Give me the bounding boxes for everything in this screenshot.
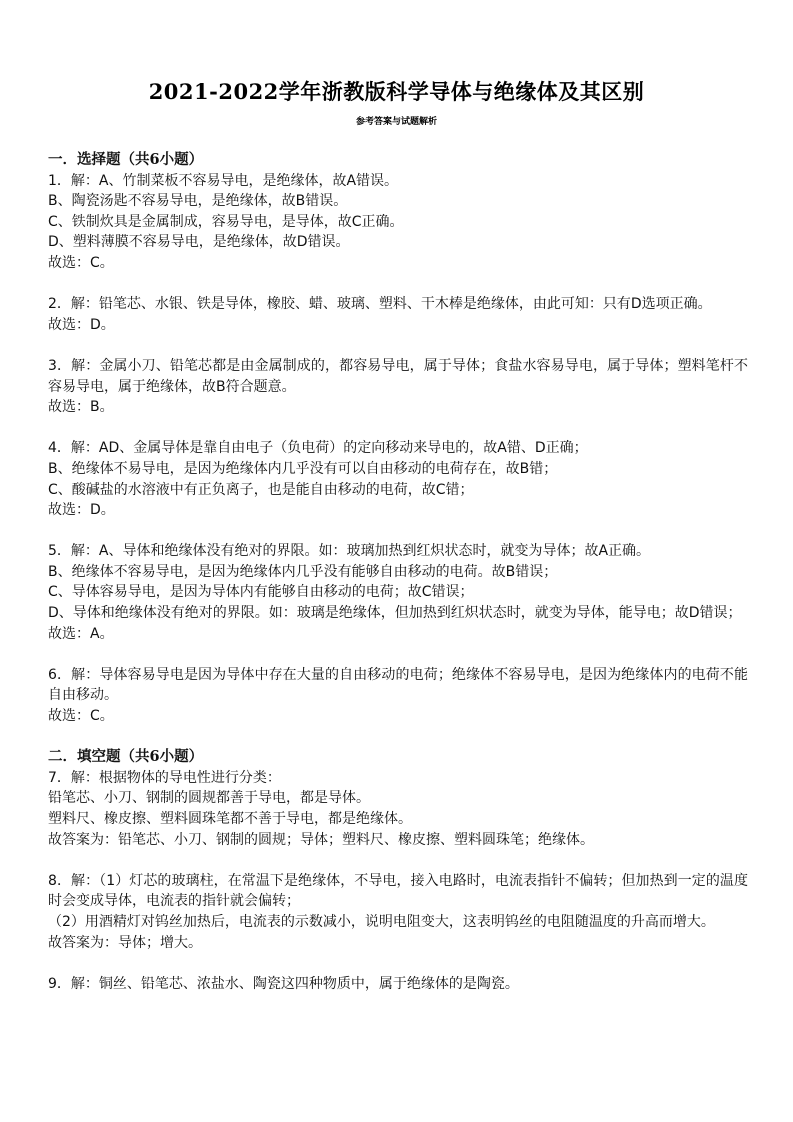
- answer-line: C、导体容易导电，是因为导体内有能够自由移动的电荷；故C错误；: [48, 584, 474, 601]
- answer-line: 8．解：（1）灯芯的玻璃柱，在常温下是绝缘体，不导电，接入电路时，电流表指针不偏转；但加热到一定的温度时会变成导体，电流表的指针就会偏转；: [48, 872, 748, 910]
- answer-q9: [48, 974, 748, 995]
- answer-q3: [48, 356, 748, 418]
- answer-line: 7．解：根据物体的导电性进行分类：: [48, 769, 281, 786]
- answer-q5: [48, 541, 748, 644]
- section-heading-choice: 一．选择题（共6小题）: [48, 151, 204, 168]
- answer-result: 故选：B。: [48, 399, 114, 416]
- answer-line: 1．解：A、竹制菜板不容易导电，是绝缘体，故A错误。: [48, 172, 399, 189]
- answer-line: 9．解：铜丝、铅笔芯、浓盐水、陶瓷这四种物质中，属于绝缘体的是陶瓷。: [48, 975, 519, 992]
- answer-line: D、塑料薄膜不容易导电，是绝缘体，故D错误。: [48, 234, 350, 251]
- answer-result: 故答案为：铅笔芯、小刀、钢制的圆规；导体；塑料尺、橡皮擦、塑料圆珠笔；绝缘体。: [48, 831, 594, 848]
- answer-result: 故答案为：导体；增大。: [48, 934, 202, 951]
- answer-line: 铅笔芯、小刀、钢制的圆规都善于导电，都是导体。: [48, 790, 370, 807]
- answer-line: B、陶瓷汤匙不容易导电，是绝缘体，故B错误。: [48, 193, 348, 210]
- answer-line: 4．解：AD、金属导体是靠自由电子（负电荷）的定向移动来导电的，故A错、D正确；: [48, 440, 588, 457]
- answer-line: B、绝缘体不易导电，是因为绝缘体内几乎没有可以自由移动的电荷存在，故B错；: [48, 460, 558, 477]
- answer-result: 故选：A。: [48, 625, 114, 642]
- answer-result: 故选：C。: [48, 254, 114, 271]
- answer-line: 6．解：导体容易导电是因为导体中存在大量的自由移动的电荷；绝缘体不容易导电，是因为绝缘体内的电荷不能自由移动。: [48, 666, 748, 704]
- document-subtitle: 参考答案与试题解析: [355, 117, 437, 127]
- answer-q7: [48, 768, 748, 850]
- answer-q1: [48, 171, 748, 274]
- answer-line: （2）用酒精灯对钨丝加热后，电流表的示数减小，说明电阻变大，这表明钨丝的电阻随温度的升高而增大。: [48, 913, 715, 930]
- answer-line: 2．解：铅笔芯、水银、铁是导体，橡胶、蜡、玻璃、塑料、干木棒是绝缘体，由此可知：只有D选项正确。: [48, 296, 712, 313]
- answer-result: 故选：D。: [48, 316, 115, 333]
- answer-line: 塑料尺、橡皮擦、塑料圆珠笔都不善于导电，都是绝缘体。: [48, 811, 412, 827]
- answer-line: 3．解：金属小刀、铅笔芯都是由金属制成的，都容易导电，属于导体；食盐水容易导电，属于导体；塑料笔杆不容易导电，属于绝缘体，故B符合题意。: [48, 357, 748, 395]
- answer-line: 5．解：A、导体和绝缘体没有绝对的界限。如：玻璃加热到红炽状态时，就变为导体；故A正确。: [48, 543, 651, 560]
- answer-line: C、酸碱盐的水溶液中有正负离子，也是能自由移动的电荷，故C错；: [48, 481, 474, 498]
- answer-q4: [48, 438, 748, 520]
- section-heading-fill: 二．填空题（共6小题）: [48, 748, 204, 766]
- answer-content: [48, 150, 748, 994]
- answer-line: D、导体和绝缘体没有绝对的界限。如：玻璃是绝缘体，但加热到红炽状态时，就变为导体，能导电；故D错误；: [48, 605, 742, 622]
- answer-q6: [48, 665, 748, 727]
- document-title: 2021-2022学年浙教版科学导体与绝缘体及其区别: [148, 79, 645, 104]
- answer-result: 故选：D。: [48, 502, 115, 519]
- answer-line: B、绝缘体不容易导电，是因为绝缘体内几乎没有能够自由移动的电荷。故B错误；: [48, 563, 558, 580]
- answer-q2: [48, 294, 748, 335]
- answer-result: 故选：C。: [48, 708, 114, 725]
- answer-line: C、铁制炊具是金属制成，容易导电，是导体，故C正确。: [48, 213, 404, 230]
- answer-q8: [48, 871, 748, 953]
